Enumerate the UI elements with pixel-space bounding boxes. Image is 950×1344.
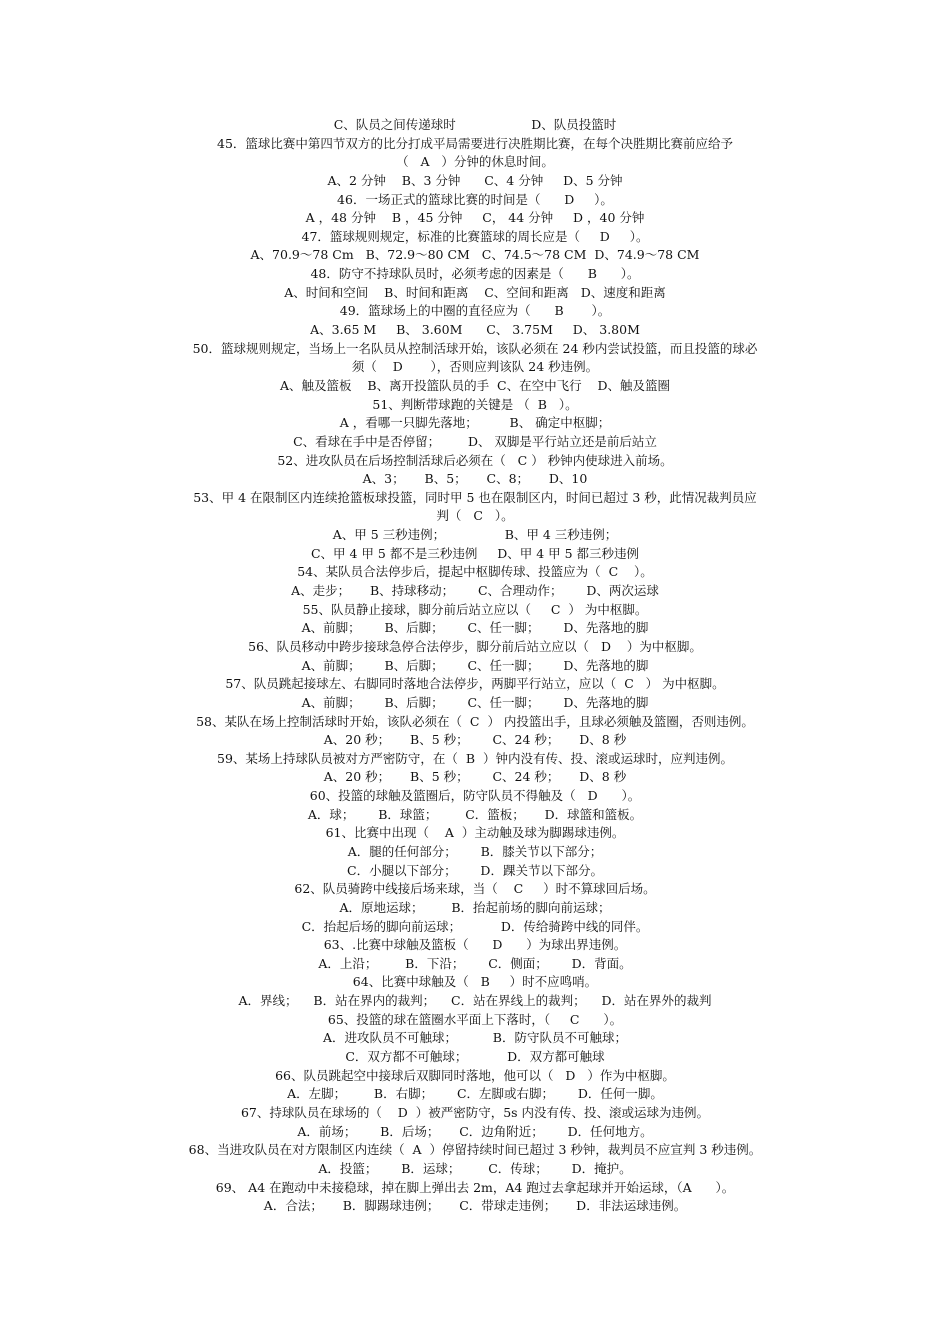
text-line: A．界线； B．站在界内的裁判； C．站在界线上的裁判； D．站在界外的裁判 bbox=[238, 993, 712, 1009]
text-line: A．腿的任何部分； B．膝关节以下部分； bbox=[347, 843, 603, 859]
text-line: 50．篮球规则规定，当场上一名队员从控制活球开始，该队必须在 24 秒内尝试投篮，而且投篮的球必 bbox=[192, 340, 758, 356]
text-line: 53、甲 4 在限制区内连续抢篮板球投篮，同时甲 5 也在限制区内，时间已超过 3 秒，此情况裁判员应 bbox=[193, 489, 757, 505]
text-line: A．球； B．球篮； C．篮板； D．球篮和篮板。 bbox=[307, 806, 643, 822]
text-line: A、走步； B、持球移动； C、合理动作； D、两次运球 bbox=[291, 583, 659, 599]
text-line: A．合法； B．脚踢球违例； C．带球走违例； D．非法运球违例。 bbox=[263, 1198, 687, 1214]
text-line: A、2 分钟 B、3 分钟 C、4 分钟 D、5 分钟 bbox=[327, 172, 623, 188]
text-line: 58、某队在场上控制活球时开始，该队必须在（ C ） 内投篮出手，且球必须触及篮圈，否则违例。 bbox=[196, 713, 754, 729]
text-line: 56、队员移动中跨步接球急停合法停步，脚分前后站立应以（ D ）为中枢脚。 bbox=[248, 638, 702, 654]
text-line: 45．篮球比赛中第四节双方的比分打成平局需要进行决胜期比赛，在每个决胜期比赛前应给予 bbox=[217, 135, 733, 151]
text-line: A、70.9～78 Cm B、72.9～80 CM C、74.5～78 CM D、74.9～78 CM bbox=[250, 247, 700, 263]
text-line: 55、队员静止接球，脚分前后站立应以（ C ） 为中枢脚。 bbox=[302, 601, 648, 617]
text-line: 62、队员骑跨中线接后场来球，当（ C ）时不算球回后场。 bbox=[294, 881, 656, 897]
text-line: A、前脚； B、后脚； C、任一脚； D、先落地的脚 bbox=[301, 694, 649, 710]
text-line: A ，48 分钟 B ，45 分钟 C， 44 分钟 D ，40 分钟 bbox=[305, 210, 645, 226]
text-line: 47．篮球规则规定，标准的比赛篮球的周长应是（ D ）。 bbox=[301, 228, 649, 244]
text-line: 54、某队员合法停步后，提起中枢脚传球、投篮应为（ C ）。 bbox=[297, 564, 653, 580]
text-line: C．双方都不可触球； D．双方都可触球 bbox=[345, 1049, 605, 1065]
text-line: 46．一场正式的篮球比赛的时间是（ D ）。 bbox=[337, 191, 613, 207]
text-line: A．投篮； B．运球； C．传球； D．掩护。 bbox=[318, 1160, 632, 1176]
text-line: C、甲 4 甲 5 都不是三秒违例 D、甲 4 甲 5 都三秒违例 bbox=[310, 545, 640, 561]
text-line: 判（ C ）。 bbox=[436, 508, 514, 524]
text-line: 68、当进攻队员在对方限制区内连续（ A ）停留持续时间已超过 3 秒钟，裁判员不应宣判 3 秒违例。 bbox=[188, 1142, 762, 1158]
text-line: C、队员之间传递球时 D、队员投篮时 bbox=[333, 117, 617, 132]
text-line: C、看球在手中是否停留； D、 双脚是平行站立还是前后站立 bbox=[293, 433, 657, 449]
text-line: C．抬起后场的脚向前运球； D．传给骑跨中线的同伴。 bbox=[301, 918, 649, 934]
text-line: 49．篮球场上的中圈的直径应为（ B ）。 bbox=[339, 303, 611, 319]
text-line: A、前脚； B、后脚； C、任一脚； D、先落地的脚 bbox=[301, 657, 649, 673]
text-line: 64、比赛中球触及（ B ）时不应鸣哨。 bbox=[352, 974, 598, 990]
text-line: A．进攻队员不可触球； B．防守队员不可触球； bbox=[323, 1030, 627, 1046]
text-line: A、3.65 M B、 3.60M C、 3.75M D、 3.80M bbox=[310, 322, 640, 338]
text-line: （ A ）分钟的休息时间。 bbox=[396, 154, 554, 170]
text-line: 69、 A4 在跑动中未接稳球，掉在脚上弹出去 2m，A4 跑过去拿起球并开始运球，（A ）。 bbox=[215, 1179, 735, 1195]
text-line: 52、进攻队员在后场控制活球后必须在（ C ） 秒钟内使球进入前场。 bbox=[277, 452, 673, 468]
text-line: A、时间和空间 B、时间和距离 C、空间和距离 D、速度和距离 bbox=[284, 284, 666, 300]
text-line: 48．防守不持球队员时，必须考虑的因素是（ B ）。 bbox=[310, 266, 640, 282]
text-line: A、甲 5 三秒违例； B、甲 4 三秒违例； bbox=[332, 527, 618, 543]
text-line: 51、判断带球跑的关键是 （ B ）。 bbox=[372, 396, 578, 412]
text-line: 59、某场上持球队员被对方严密防守，在（ B ）钟内没有传、投、滚或运球时，应判违例。 bbox=[217, 750, 733, 766]
text-line: C．小腿以下部分； D．踝关节以下部分。 bbox=[347, 862, 603, 878]
text-line: 67、持球队员在球场的（ D ）被严密防守，5s 内没有传、投、滚或运球为违例。 bbox=[240, 1104, 710, 1120]
text-line: 须（ D ），否则应判该队 24 秒违例。 bbox=[351, 359, 599, 375]
text-line: A．左脚； B．右脚； C．左脚或右脚； D．任何一脚。 bbox=[287, 1086, 663, 1102]
text-line: A、20 秒； B、5 秒； C、24 秒； D、8 秒 bbox=[323, 732, 627, 748]
text-line: 61、比赛中出现（ A ）主动触及球为脚踢球违例。 bbox=[325, 825, 625, 841]
text-line: A、前脚； B、后脚； C、任一脚； D、先落地的脚 bbox=[301, 620, 649, 636]
text-line: A．原地运球； B．抬起前场的脚向前运球； bbox=[339, 899, 611, 915]
text-line: A、触及篮板 B、离开投篮队员的手 C、在空中飞行 D、触及篮圈 bbox=[279, 377, 671, 393]
text-line: A、20 秒； B、5 秒； C、24 秒； D、8 秒 bbox=[323, 769, 627, 785]
text-line: 66、队员跳起空中接球后双脚同时落地，他可以（ D ）作为中枢脚。 bbox=[275, 1067, 675, 1083]
text-line: A．前场； B．后场； C．边角附近； D．任何地方。 bbox=[297, 1123, 653, 1139]
question-text-block bbox=[0, 116, 950, 1216]
text-line: A ，看哪一只脚先落地； B、 确定中枢脚； bbox=[339, 415, 611, 431]
text-line: A、3； B、5； C、8； D、10 bbox=[362, 471, 588, 487]
text-line: 63、.比赛中球触及篮板（ D ）为球出界违例。 bbox=[323, 937, 627, 953]
text-line: A．上沿； B．下沿； C．侧面； D．背面。 bbox=[318, 955, 632, 971]
text-line: 65、投篮的球在篮圈水平面上下落时，（ C ）。 bbox=[327, 1011, 623, 1027]
text-line: 57、队员跳起接球左、右脚同时落地合法停步，两脚平行站立，应以（ C ） 为中枢脚。 bbox=[225, 676, 725, 692]
text-line: 60、投篮的球触及篮圈后，防守队员不得触及（ D ）。 bbox=[309, 788, 641, 804]
